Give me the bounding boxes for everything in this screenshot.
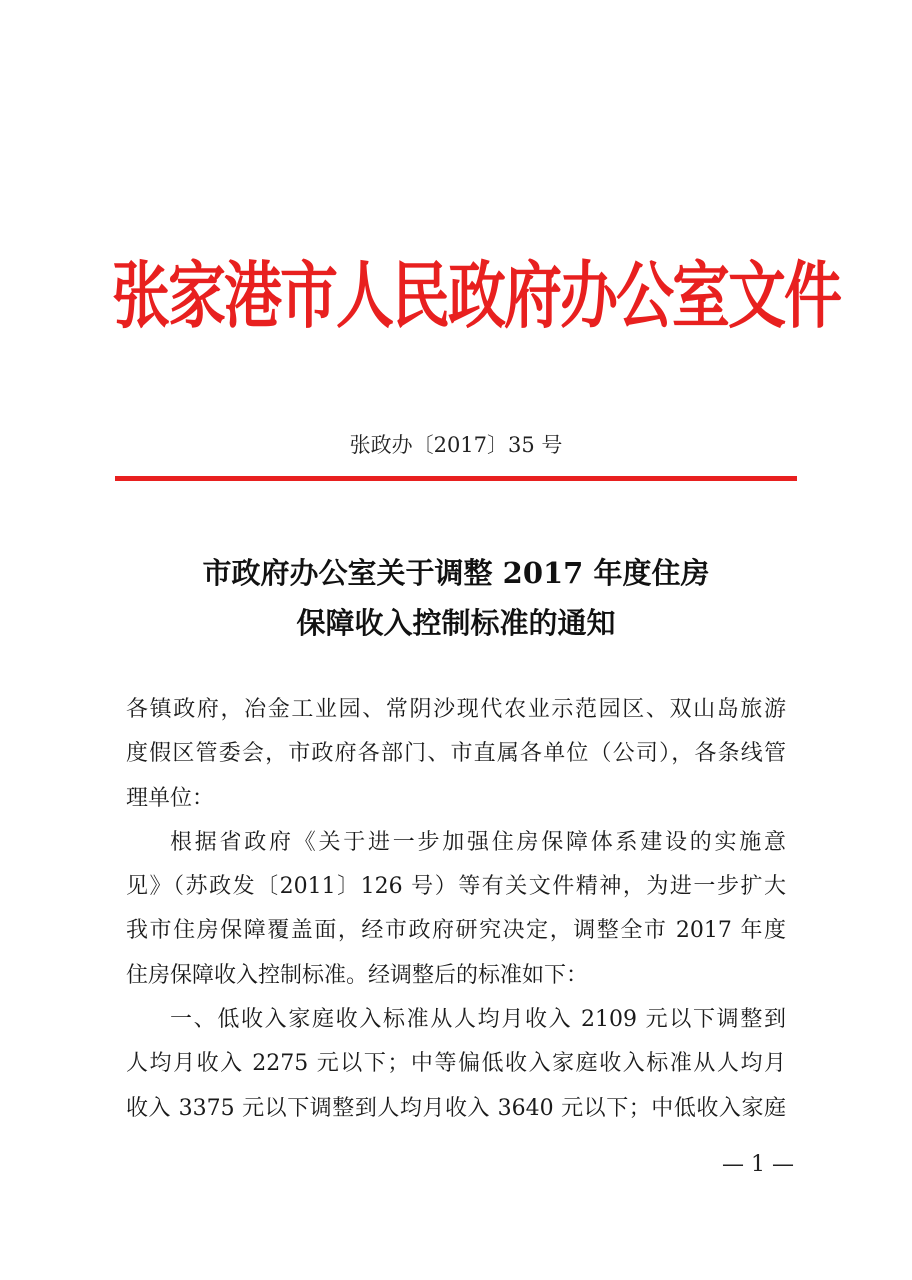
document-body xyxy=(126,688,786,1131)
document-number: 张政办〔2017〕35 号 xyxy=(349,433,563,457)
paragraph-line: 根据省政府《关于进一步加强住房保障体系建设的实施意 xyxy=(170,829,786,855)
addressee-line: 理单位： xyxy=(126,785,215,811)
addressee-line: 度假区管委会，市政府各部门、市直属各单位（公司），各条线管 xyxy=(126,741,786,767)
paragraph-line: 我市住房保障覆盖面，经市政府研究决定，调整全市 2017 年度 xyxy=(126,918,786,944)
document-masthead: 张家港市人民政府办公室文件 xyxy=(112,253,841,339)
paragraph-line: 见》（苏政发〔2011〕126 号）等有关文件精神，为进一步扩大 xyxy=(126,874,786,900)
addressee-line: 各镇政府，冶金工业园、常阴沙现代农业示范园区、双山岛旅游 xyxy=(126,697,786,722)
paragraph-line: 人均月收入 2275 元以下；中等偏低收入家庭收入标准从人均月 xyxy=(126,1051,786,1077)
page-number: — 1 — xyxy=(722,1152,794,1177)
document-title xyxy=(0,548,912,648)
title-line-2: 保障收入控制标准的通知 xyxy=(296,606,616,640)
red-divider-line xyxy=(115,476,797,481)
paragraph-line: 收入 3375 元以下调整到人均月收入 3640 元以下；中低收入家庭 xyxy=(126,1095,786,1121)
title-line-1: 市政府办公室关于调整 2017 年度住房 xyxy=(202,556,710,590)
paragraph-line: 住房保障收入控制标准。经调整后的标准如下： xyxy=(126,962,589,988)
paragraph-line: 一、低收入家庭收入标准从人均月收入 2109 元以下调整到 xyxy=(170,1007,786,1033)
